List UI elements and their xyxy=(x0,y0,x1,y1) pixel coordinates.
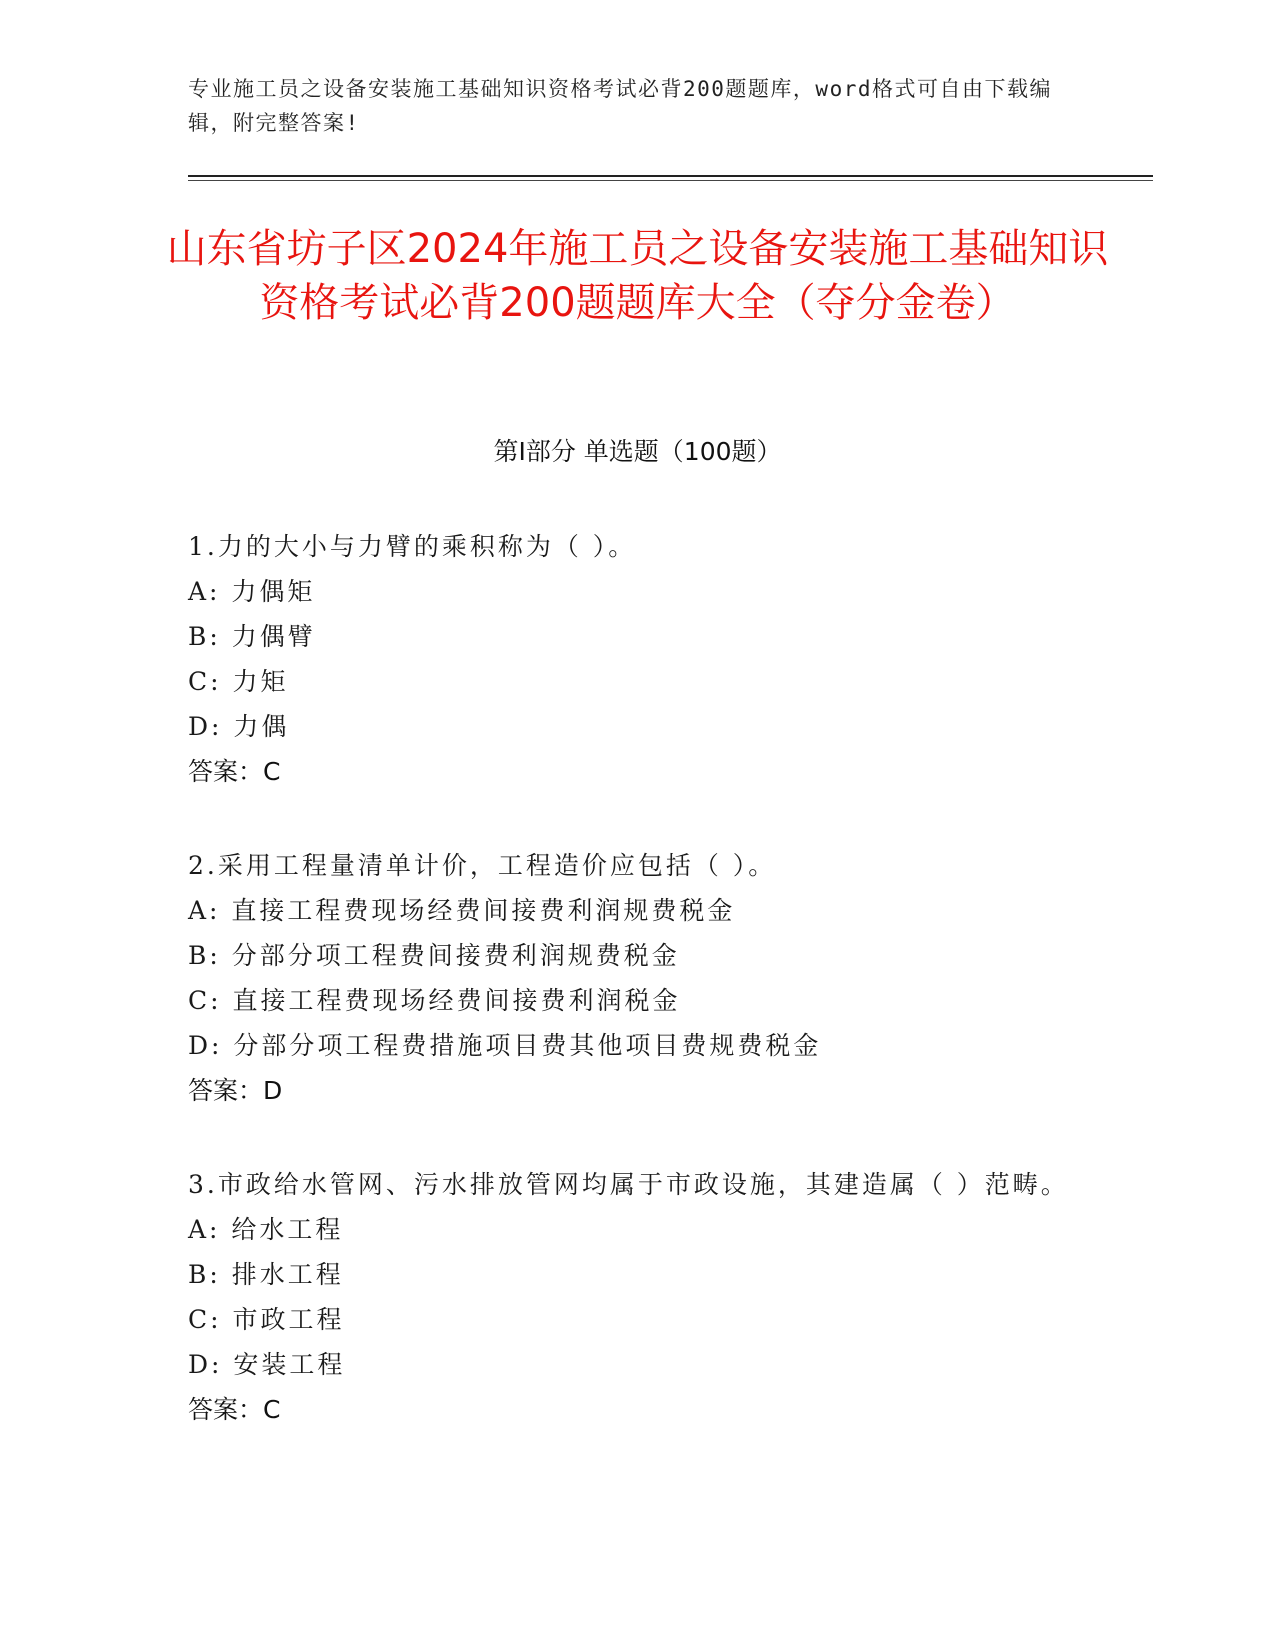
answer: 答案：C xyxy=(188,757,281,786)
question-3 xyxy=(188,1162,1088,1432)
option-d: D: 分部分项工程费措施项目费其他项目费规费税金 xyxy=(188,1031,822,1060)
question-stem: 1.力的大小与力臂的乘积称为（ ）。 xyxy=(188,532,637,561)
answer: 答案：D xyxy=(188,1076,283,1105)
option-c: C: 市政工程 xyxy=(188,1305,345,1334)
section-title: 第I部分 单选题（100题） xyxy=(493,437,782,466)
option-d: D: 安装工程 xyxy=(188,1350,346,1379)
answer: 答案：C xyxy=(188,1395,281,1424)
option-a: A: 力偶矩 xyxy=(188,577,316,606)
question-stem: 2.采用工程量清单计价，工程造价应包括（ ）。 xyxy=(188,851,777,880)
question-1 xyxy=(188,524,1088,794)
option-b: B: 分部分项工程费间接费利润规费税金 xyxy=(188,941,680,970)
option-c: C: 力矩 xyxy=(188,667,289,696)
header-divider xyxy=(188,175,1153,177)
option-a: A: 给水工程 xyxy=(188,1215,344,1244)
header-note: 专业施工员之设备安装施工基础知识资格考试必背200题题库，word格式可自由下载编辑，附完整答案! xyxy=(188,77,1052,135)
option-b: B: 排水工程 xyxy=(188,1260,344,1289)
header-divider-thin xyxy=(188,180,1153,181)
document-title: 山东省坊子区2024年施工员之设备安装施工基础知识资格考试必背200题题库大全（夺分金卷） xyxy=(166,226,1109,326)
option-a: A: 直接工程费现场经费间接费利润规费税金 xyxy=(188,896,736,925)
question-stem: 3.市政给水管网、污水排放管网均属于市政设施，其建造属（ ）范畴。 xyxy=(188,1170,1069,1199)
option-c: C: 直接工程费现场经费间接费利润税金 xyxy=(188,986,681,1015)
option-b: B: 力偶臂 xyxy=(188,622,316,651)
question-2 xyxy=(188,843,1088,1113)
option-d: D: 力偶 xyxy=(188,712,290,741)
